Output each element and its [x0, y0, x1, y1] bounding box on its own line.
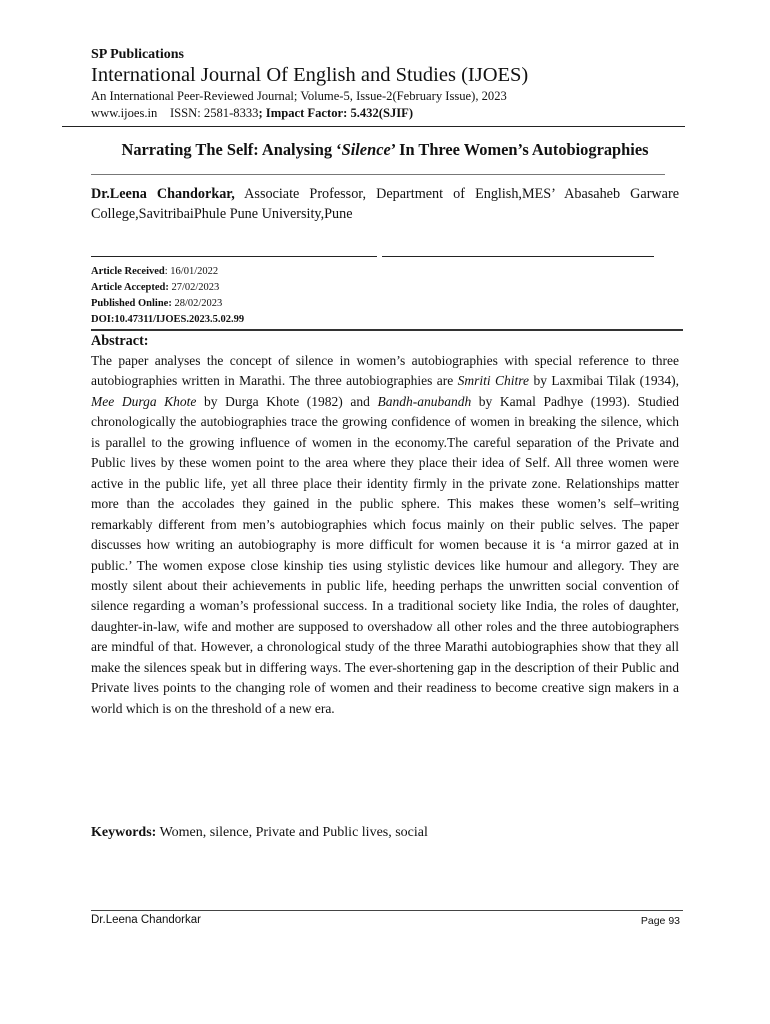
doi[interactable]: DOI:10.47311/IJOES.2023.5.02.99	[91, 314, 245, 325]
abstract-rule	[91, 329, 683, 331]
accepted-label: Article Accepted:	[91, 282, 169, 293]
paper-title-end: ’ In Three Women’s Autobiographies	[390, 140, 649, 159]
abstract-text-1: The paper analyses the concept of silence in women’s autobiographies with special reference to three autobiographies written in Marathi. The three autobiographies are	[91, 353, 679, 389]
publisher-name: SP Publications	[91, 47, 184, 62]
accepted-value: 27/02/2023	[168, 282, 220, 293]
journal-web-line	[91, 106, 413, 121]
impact-factor: ; Impact Factor: 5.432(SJIF)	[258, 106, 414, 120]
received-label: Article Received	[91, 266, 165, 277]
author-block	[91, 184, 679, 224]
issn: ISSN: 2581-8333	[169, 106, 259, 120]
journal-title: International Journal Of English and Studies (IJOES)	[91, 64, 529, 86]
meta-rule-right	[382, 256, 654, 257]
book-title-1: Smriti Chitre	[457, 373, 530, 389]
title-rule	[91, 174, 665, 175]
paper-title	[0, 140, 770, 160]
article-meta	[91, 264, 244, 328]
published-value: 28/02/2023	[171, 298, 223, 309]
abstract-heading: Abstract:	[91, 333, 149, 349]
journal-subtitle: An International Peer-Reviewed Journal; Volume-5, Issue-2(February Issue), 2023	[91, 89, 507, 103]
page-number: Page 93	[640, 915, 680, 927]
meta-rule-left	[91, 256, 377, 257]
received-line	[91, 264, 244, 280]
keywords-label: Keywords:	[91, 825, 157, 840]
abstract-text-4: by Kamal Padhye (1993). Studied chronologically the autobiographies trace the growing confidence of women in breaking the silence, which is parallel to the growing influence of women in the economy.The careful separation of the Private and Public lives by these women point to the area where they place their idea of Self. All three women were active in the public life, yet all three place their identity firmly in the private zone. Relationships matter more than the accolades they gained in the public sphere. This makes these women’s self–writing remarkably different from men’s autobiographies which focus mainly on their public selves. The paper discusses how writing an autobiography is more difficult for women because it is ‘a mirror gazed at in public.’ The women expose close kinship ties using stylistic devices like humour and allegory. They are mostly silent about their achievements in public life, heeding perhaps the unwritten social convention of silence regarding a woman’s professional success. In a traditional society like India, the roles of daughter, daughter-in-law, wife and mother are supposed to overshadow all other roles and the three autobiographers are mindful of that. However, a chronological study of the three Marathi autobiographies show that they all make the silences speak but in differing ways. The ever-shortening gap in the description of their Public and Private lives points to the changing role of women and their readiness to become creative sign makers in a world which is on the threshold of a new era.	[91, 393, 680, 716]
author-affiliation: Associate Professor, Department of English,MES’ Abasaheb Garware College,SavitribaiPhule Pune University,Pune	[91, 186, 679, 222]
footer-author: Dr.Leena Chandorkar	[91, 914, 201, 926]
header-rule	[62, 126, 685, 127]
paper-title-italic: Silence	[341, 140, 391, 159]
doi-line	[91, 312, 244, 328]
website-link[interactable]: www.ijoes.in	[91, 106, 158, 120]
accepted-line	[91, 280, 244, 296]
paper-title-start: Narrating The Self: Analysing ‘	[121, 140, 342, 159]
keywords	[91, 825, 428, 841]
abstract-body	[91, 351, 679, 719]
published-line	[91, 296, 244, 312]
received-value: : 16/01/2022	[164, 266, 219, 277]
book-title-3: Bandh-anubandh	[377, 393, 472, 409]
keywords-value: Women, silence, Private and Public lives, social	[156, 825, 428, 840]
abstract-text-3: by Durga Khote (1982) and	[196, 393, 378, 409]
book-title-2: Mee Durga Khote	[91, 393, 197, 409]
footer-rule	[91, 910, 683, 911]
author-name: Dr.Leena Chandorkar,	[91, 186, 235, 202]
abstract-text-2: by Laxmibai Tilak (1934),	[529, 373, 679, 389]
published-label: Published Online:	[91, 298, 172, 309]
